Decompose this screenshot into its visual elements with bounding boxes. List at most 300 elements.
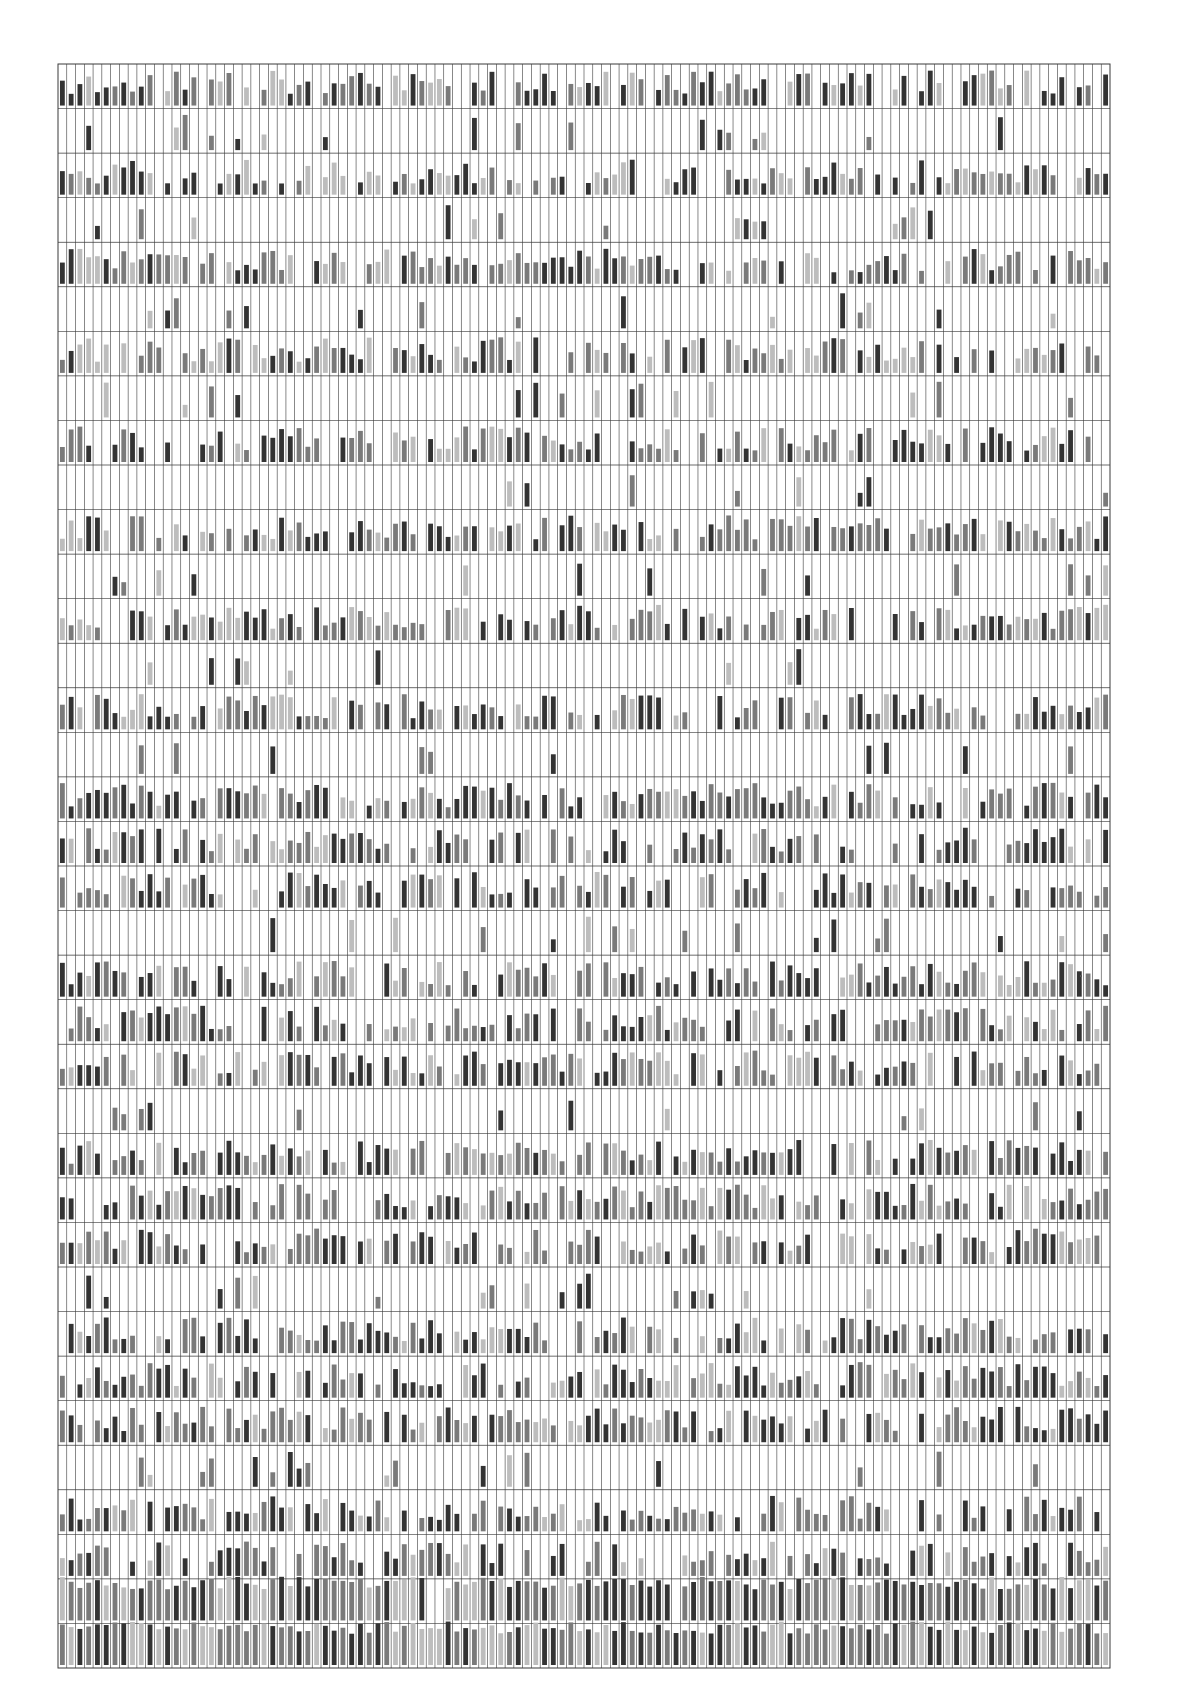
table-cell-text xyxy=(761,133,766,150)
table-cell-text xyxy=(682,93,687,105)
table-cell-text xyxy=(1086,521,1091,551)
table-cell-text xyxy=(1068,1408,1073,1442)
table-cell-text xyxy=(1024,843,1029,863)
table-cell-text xyxy=(788,839,793,863)
table-cell-text xyxy=(867,982,872,996)
table-cell-text xyxy=(691,791,696,818)
table-cell-text xyxy=(954,1582,959,1621)
table-cell-text xyxy=(174,609,179,640)
table-cell-text xyxy=(577,1284,582,1309)
table-cell-text xyxy=(384,1412,389,1442)
table-cell-text xyxy=(849,697,854,729)
table-cell-text xyxy=(60,1376,65,1398)
table-cell-text xyxy=(1016,617,1021,640)
table-cell-text xyxy=(928,1185,933,1220)
table-cell-text xyxy=(191,218,196,240)
table-cell-text xyxy=(156,1369,161,1398)
table-cell-text xyxy=(823,1410,828,1443)
table-cell-text xyxy=(639,1059,644,1086)
table-cell-text xyxy=(963,788,968,818)
table-cell-text xyxy=(262,1624,267,1665)
table-cell-text xyxy=(78,707,83,729)
table-cell-text xyxy=(612,1143,617,1175)
table-cell-text xyxy=(314,438,319,462)
table-cell-text xyxy=(481,1205,486,1219)
table-cell-text xyxy=(314,785,319,818)
table-cell-text xyxy=(849,850,854,863)
table-cell-text xyxy=(867,1320,872,1353)
table-cell-text xyxy=(928,787,933,818)
table-cell-text xyxy=(849,450,854,462)
table-cell-text xyxy=(805,1633,810,1665)
table-cell-text xyxy=(437,1333,442,1353)
table-cell-text xyxy=(288,530,293,551)
table-cell-text xyxy=(1033,348,1038,373)
table-cell-text xyxy=(998,1158,1003,1175)
table-cell-text xyxy=(954,628,959,640)
table-cell-text xyxy=(130,1011,135,1042)
table-cell-text xyxy=(595,1503,600,1532)
table-cell-text xyxy=(60,263,65,284)
table-cell-text xyxy=(481,1339,486,1353)
table-cell-text xyxy=(989,71,994,106)
table-cell-text xyxy=(867,1189,872,1219)
table-cell-text xyxy=(805,575,810,595)
table-cell-text xyxy=(831,85,836,106)
table-cell-text xyxy=(367,338,372,373)
table-cell-text xyxy=(788,662,793,685)
table-cell-text xyxy=(218,622,223,641)
table-cell-text xyxy=(446,985,451,996)
table-cell-text xyxy=(244,1319,249,1353)
table-cell-text xyxy=(69,1627,74,1665)
table-cell-text xyxy=(954,890,959,908)
table-cell-text xyxy=(393,182,398,195)
table-cell-text xyxy=(867,428,872,462)
table-cell-text xyxy=(253,1070,258,1086)
table-cell-text xyxy=(937,1206,942,1220)
table-cell-text xyxy=(963,1238,968,1264)
table-cell-text xyxy=(972,1052,977,1086)
table-cell-text xyxy=(1103,605,1108,640)
table-cell-text xyxy=(288,978,293,996)
table-cell-text xyxy=(165,1365,170,1398)
table-cell-text xyxy=(586,257,591,284)
table-cell-text xyxy=(323,1025,328,1041)
table-cell-text xyxy=(761,1558,766,1576)
table-cell-text xyxy=(463,1423,468,1442)
table-cell-text xyxy=(1016,977,1021,997)
table-cell-text xyxy=(604,1072,609,1086)
table-cell-text xyxy=(349,355,354,373)
table-cell-text xyxy=(770,345,775,373)
table-cell-text xyxy=(165,1627,170,1665)
table-cell-text xyxy=(770,1198,775,1219)
table-cell-text xyxy=(332,888,337,908)
table-cell-text xyxy=(533,1323,538,1353)
table-cell-text xyxy=(560,876,565,908)
table-cell-text xyxy=(498,894,503,908)
table-cell-text xyxy=(954,1334,959,1354)
table-cell-text xyxy=(86,1553,91,1576)
table-cell-text xyxy=(78,427,83,462)
table-cell-text xyxy=(314,533,319,551)
table-cell-text xyxy=(121,582,126,595)
table-cell-text xyxy=(183,115,188,150)
table-cell-text xyxy=(910,1159,915,1175)
table-cell-text xyxy=(393,1369,398,1398)
table-cell-text xyxy=(323,835,328,863)
table-cell-text xyxy=(69,249,74,284)
table-cell-text xyxy=(253,1513,258,1531)
table-cell-text xyxy=(463,565,468,595)
table-cell-text xyxy=(1077,1580,1082,1620)
table-cell-text xyxy=(402,1511,407,1532)
table-cell-text xyxy=(1103,516,1108,551)
table-cell-text xyxy=(717,449,722,462)
table-cell-text xyxy=(200,445,205,462)
table-cell-text xyxy=(989,789,994,818)
table-cell-text xyxy=(402,1580,407,1621)
table-cell-text xyxy=(428,439,433,462)
table-cell-text xyxy=(560,1578,565,1621)
table-cell-text xyxy=(910,534,915,551)
table-cell-text xyxy=(788,1416,793,1442)
table-cell-text xyxy=(919,695,924,730)
table-cell-text xyxy=(78,973,83,997)
table-cell-text xyxy=(227,174,232,195)
table-cell-text xyxy=(1068,1242,1073,1264)
table-cell-text xyxy=(472,1416,477,1442)
table-cell-text xyxy=(753,139,758,150)
table-cell-text xyxy=(446,1588,451,1620)
table-cell-text xyxy=(341,1024,346,1042)
table-cell-text xyxy=(770,847,775,863)
table-cell-text xyxy=(709,784,714,818)
table-cell-text xyxy=(1059,77,1064,105)
table-cell-text xyxy=(823,1578,828,1621)
table-cell-text xyxy=(647,1202,652,1220)
table-cell-text xyxy=(227,262,232,284)
table-cell-text xyxy=(726,1555,731,1576)
table-cell-text xyxy=(551,91,556,106)
table-cell-text xyxy=(612,625,617,640)
table-cell-text xyxy=(454,799,459,818)
table-cell-text xyxy=(358,310,363,328)
table-cell-text xyxy=(525,716,530,729)
table-cell-text xyxy=(297,181,302,195)
table-cell-text xyxy=(481,1153,486,1174)
table-cell-text xyxy=(297,873,302,908)
table-cell-text xyxy=(533,337,538,372)
table-cell-text xyxy=(604,962,609,996)
table-cell-text xyxy=(191,361,196,373)
table-cell-text xyxy=(279,429,284,462)
table-cell-text xyxy=(60,705,65,730)
table-cell-text xyxy=(586,83,591,106)
table-cell-text xyxy=(69,1499,74,1532)
table-cell-text xyxy=(428,1628,433,1665)
table-cell-text xyxy=(1059,444,1064,462)
table-cell-text xyxy=(945,1201,950,1219)
table-cell-text xyxy=(814,1195,819,1219)
table-cell-text xyxy=(998,1367,1003,1398)
table-cell-text xyxy=(270,1411,275,1442)
table-cell-text xyxy=(402,1544,407,1576)
table-cell-text xyxy=(840,1553,845,1576)
table-cell-text xyxy=(270,1244,275,1264)
table-cell-text xyxy=(165,255,170,283)
table-cell-text xyxy=(525,1581,530,1620)
table-cell-text xyxy=(963,1580,968,1620)
table-cell-text xyxy=(858,694,863,729)
table-cell-text xyxy=(972,1150,977,1175)
table-cell-text xyxy=(796,1498,801,1532)
table-cell-text xyxy=(753,834,758,863)
table-cell-text xyxy=(665,792,670,819)
table-cell-text xyxy=(542,696,547,730)
table-cell-text xyxy=(700,120,705,150)
table-cell-text xyxy=(700,338,705,373)
table-cell-text xyxy=(1024,165,1029,194)
table-cell-text xyxy=(139,1386,144,1398)
table-cell-text xyxy=(95,1067,100,1086)
table-cell-text xyxy=(358,886,363,908)
table-cell-text xyxy=(349,1511,354,1532)
table-cell-text xyxy=(700,433,705,462)
table-cell-text xyxy=(989,1633,994,1665)
table-cell-text xyxy=(253,1338,258,1353)
table-cell-text xyxy=(1068,847,1073,863)
table-cell-text xyxy=(253,786,258,819)
table-cell-text xyxy=(490,427,495,462)
table-cell-text xyxy=(235,1336,240,1353)
table-cell-text xyxy=(761,428,766,462)
table-cell-text xyxy=(919,341,924,373)
table-cell-text xyxy=(1016,1148,1021,1175)
table-cell-text xyxy=(270,539,275,551)
table-cell-text xyxy=(674,1291,679,1309)
table-cell-text xyxy=(516,183,521,195)
table-cell-text xyxy=(928,1337,933,1353)
table-cell-text xyxy=(612,1544,617,1576)
table-cell-text xyxy=(989,1321,994,1353)
table-cell-text xyxy=(612,926,617,952)
table-cell-text xyxy=(831,614,836,640)
table-cell-text xyxy=(358,705,363,730)
table-cell-text xyxy=(297,1027,302,1042)
table-cell-text xyxy=(972,1583,977,1620)
table-cell-text xyxy=(69,839,74,863)
table-cell-text xyxy=(244,1252,249,1264)
table-cell-text xyxy=(875,714,880,730)
table-cell-text xyxy=(209,1029,214,1041)
table-cell-text xyxy=(516,428,521,462)
table-cell-text xyxy=(156,1246,161,1264)
table-cell-text xyxy=(113,1108,118,1131)
table-cell-text xyxy=(560,1381,565,1398)
table-cell-text xyxy=(297,627,302,640)
table-cell-text xyxy=(86,1276,91,1309)
table-cell-text xyxy=(165,1234,170,1264)
table-cell-text xyxy=(928,1544,933,1576)
table-cell-text xyxy=(700,1027,705,1041)
table-cell-text xyxy=(191,1014,196,1041)
table-cell-text xyxy=(717,1070,722,1086)
table-cell-text xyxy=(262,1062,267,1086)
table-cell-text xyxy=(709,1511,714,1531)
table-cell-text xyxy=(717,1625,722,1665)
table-cell-text xyxy=(78,1065,83,1086)
table-cell-text xyxy=(542,436,547,462)
table-cell-text xyxy=(586,449,591,462)
table-cell-text xyxy=(235,840,240,863)
table-cell-text xyxy=(831,1014,836,1041)
table-cell-text xyxy=(332,253,337,284)
table-cell-text xyxy=(60,1558,65,1576)
table-cell-text xyxy=(446,176,451,195)
table-cell-text xyxy=(805,1235,810,1264)
table-cell-text xyxy=(428,793,433,819)
table-cell-text xyxy=(262,535,267,551)
table-cell-text xyxy=(113,577,118,596)
table-cell-text xyxy=(1094,1029,1099,1041)
table-cell-text xyxy=(183,1249,188,1264)
table-cell-text xyxy=(130,611,135,641)
table-cell-text xyxy=(244,612,249,641)
table-cell-text xyxy=(305,1194,310,1220)
table-cell-text xyxy=(323,788,328,819)
table-cell-text xyxy=(472,1514,477,1532)
table-cell-text xyxy=(270,251,275,284)
table-cell-text xyxy=(630,1027,635,1041)
table-cell-text xyxy=(463,1544,468,1575)
table-cell-text xyxy=(78,84,83,105)
table-cell-text xyxy=(919,1325,924,1353)
table-cell-text xyxy=(726,340,731,373)
table-cell-text xyxy=(1068,886,1073,908)
table-cell-text xyxy=(227,73,232,106)
table-cell-text xyxy=(270,983,275,997)
table-cell-text xyxy=(1042,983,1047,997)
table-cell-text xyxy=(516,1329,521,1353)
table-cell-text xyxy=(165,311,170,329)
table-cell-text xyxy=(945,882,950,907)
table-cell-text xyxy=(376,650,381,684)
table-cell-text xyxy=(665,1061,670,1086)
table-cell-text xyxy=(1024,349,1029,373)
table-cell-text xyxy=(779,1242,784,1264)
table-cell-text xyxy=(542,1340,547,1353)
table-cell-text xyxy=(507,481,512,506)
table-cell-text xyxy=(744,179,749,195)
table-cell-text xyxy=(989,616,994,640)
table-cell-text xyxy=(726,133,731,150)
table-cell-text xyxy=(323,1546,328,1576)
table-cell-text xyxy=(183,1319,188,1353)
table-cell-text xyxy=(568,1054,573,1086)
table-cell-text xyxy=(630,1416,635,1443)
table-cell-text xyxy=(490,265,495,284)
table-cell-text xyxy=(139,356,144,373)
table-cell-text xyxy=(200,1626,205,1665)
table-cell-text xyxy=(735,1324,740,1354)
table-cell-text xyxy=(218,1153,223,1175)
table-cell-text xyxy=(227,529,232,551)
table-cell-text xyxy=(498,1155,503,1175)
table-cell-text xyxy=(288,351,293,373)
table-cell-text xyxy=(472,985,477,997)
table-cell-text xyxy=(1086,85,1091,105)
table-cell-text xyxy=(709,263,714,284)
table-cell-text xyxy=(428,879,433,907)
table-cell-text xyxy=(647,1633,652,1665)
table-cell-text xyxy=(1051,629,1056,640)
table-cell-text xyxy=(104,699,109,730)
table-cell-text xyxy=(525,91,530,106)
table-cell-text xyxy=(156,254,161,283)
table-cell-text xyxy=(446,610,451,640)
table-cell-text xyxy=(823,1341,828,1354)
table-cell-text xyxy=(367,1588,372,1621)
table-cell-text xyxy=(840,83,845,105)
table-cell-text xyxy=(577,1372,582,1398)
table-cell-text xyxy=(717,1384,722,1398)
table-cell-text xyxy=(323,1325,328,1353)
table-cell-text xyxy=(893,178,898,195)
table-cell-text xyxy=(121,1377,126,1398)
table-cell-text xyxy=(1042,1334,1047,1353)
table-cell-text xyxy=(910,966,915,996)
table-cell-text xyxy=(726,449,731,462)
table-cell-text xyxy=(174,298,179,328)
table-cell-text xyxy=(498,1544,503,1576)
table-cell-text xyxy=(902,254,907,284)
table-cell-text xyxy=(761,1420,766,1443)
table-cell-text xyxy=(919,1500,924,1531)
table-cell-text xyxy=(779,1622,784,1665)
table-cell-text xyxy=(700,877,705,907)
table-cell-text xyxy=(349,833,354,863)
table-cell-text xyxy=(735,890,740,908)
table-cell-text xyxy=(1068,538,1073,551)
table-cell-text xyxy=(279,518,284,551)
table-cell-text xyxy=(595,1409,600,1443)
table-cell-text xyxy=(533,1422,538,1442)
table-cell-text xyxy=(674,1633,679,1665)
table-cell-text xyxy=(525,879,530,907)
table-cell-text xyxy=(516,1422,521,1442)
table-cell-text xyxy=(121,972,126,996)
table-cell-text xyxy=(1051,518,1056,551)
table-cell-text xyxy=(945,1328,950,1353)
table-cell-text xyxy=(69,1067,74,1085)
table-cell-text xyxy=(95,628,100,641)
table-cell-text xyxy=(717,91,722,105)
table-cell-text xyxy=(1042,91,1047,106)
table-cell-text xyxy=(577,1321,582,1353)
table-cell-text xyxy=(1094,539,1099,551)
table-cell-text xyxy=(191,981,196,997)
table-cell-text xyxy=(761,221,766,239)
table-cell-text xyxy=(384,1581,389,1621)
table-cell-text xyxy=(174,1052,179,1086)
table-cell-text xyxy=(253,1415,258,1443)
table-cell-text xyxy=(332,1430,337,1443)
table-cell-text xyxy=(437,799,442,819)
table-cell-text xyxy=(402,881,407,908)
table-cell-text xyxy=(963,625,968,640)
